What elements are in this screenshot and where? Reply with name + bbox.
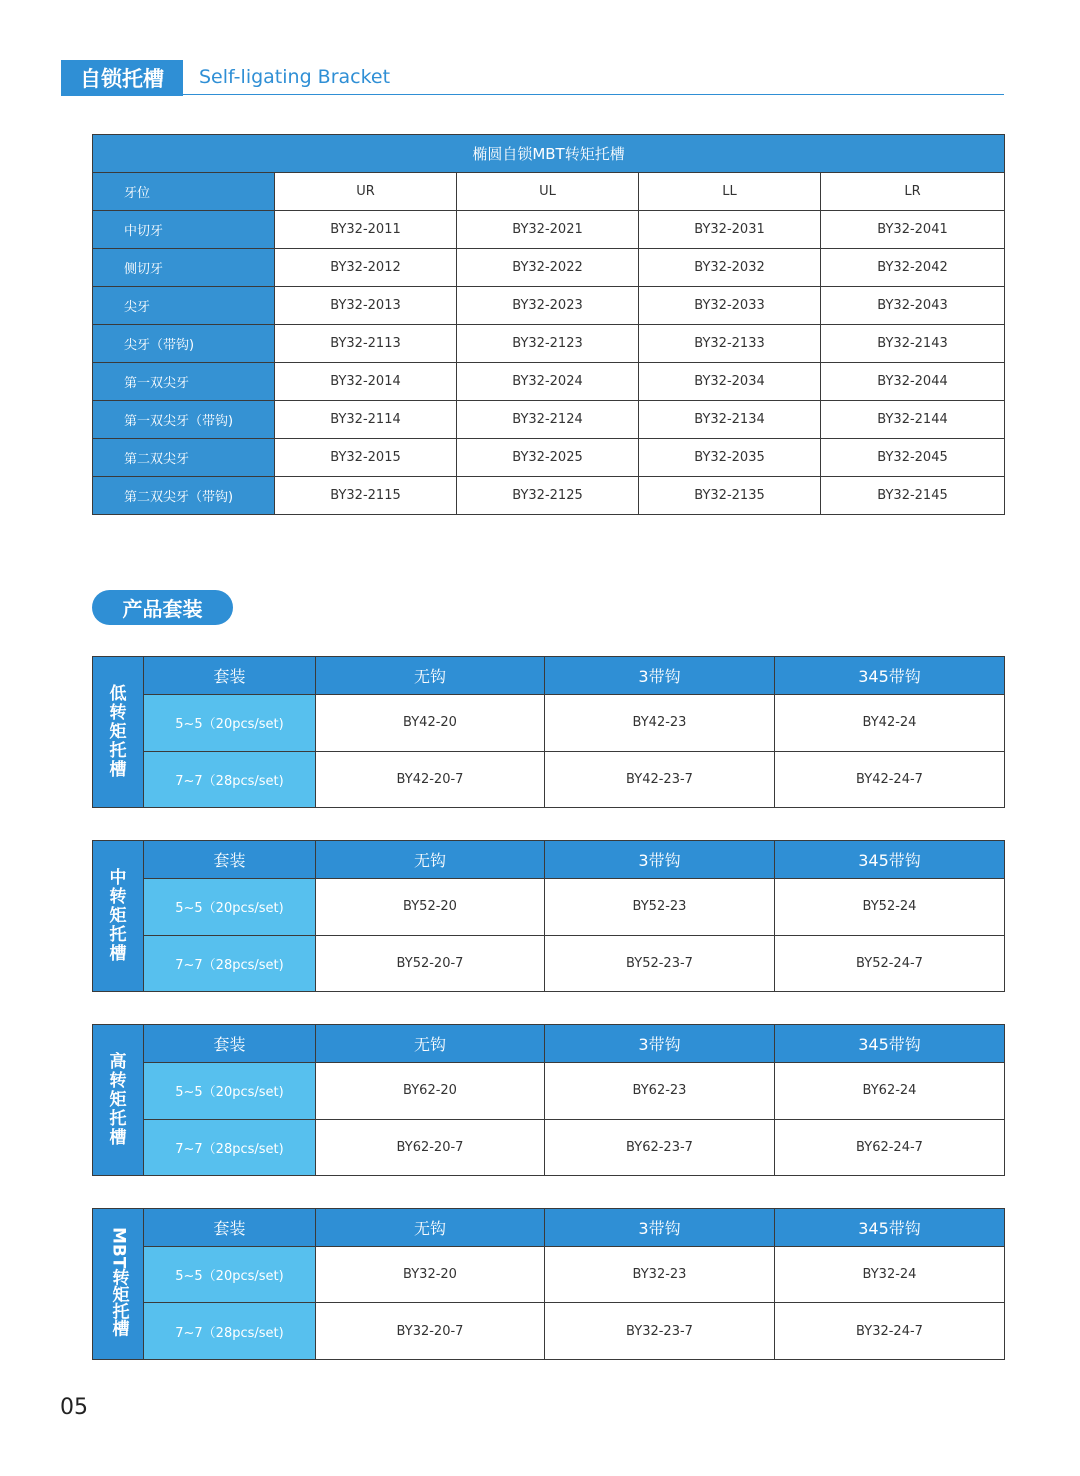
table-cell: BY32-2123 (457, 325, 639, 363)
table-cell: BY32-2135 (639, 477, 821, 515)
table-cell: BY32-2033 (639, 287, 821, 325)
set-table-low-torque (92, 656, 1004, 808)
set-row-label: 5~5（20pcs/set) (144, 1247, 316, 1303)
table-cell: BY32-2044 (821, 363, 1005, 401)
set-header: 3带钩 (545, 1025, 775, 1063)
header-title-cn: 自锁托槽 (61, 60, 183, 96)
table-cell: BY32-2125 (457, 477, 639, 515)
table-row (93, 477, 1005, 515)
table-cell: BY32-2025 (457, 439, 639, 477)
set-cell: BY62-24-7 (775, 1119, 1005, 1176)
page-header (61, 60, 1004, 97)
set-cell: BY52-23-7 (545, 935, 775, 992)
set-row-label: 5~5（20pcs/set) (144, 1063, 316, 1120)
set-side-label: 中转矩托槽 (93, 841, 144, 992)
table-cell: BY32-2034 (639, 363, 821, 401)
header-title-en: Self-ligating Bracket (199, 66, 391, 88)
set-header: 套装 (144, 1209, 316, 1247)
set-header: 无钩 (316, 657, 545, 695)
set-cell: BY42-24-7 (775, 751, 1005, 808)
table-title: 椭圆自锁MBT转矩托槽 (93, 135, 1005, 173)
row-label: 第二双尖牙 (93, 439, 275, 477)
set-cell: BY62-24 (775, 1063, 1005, 1120)
table-row (93, 249, 1005, 287)
table-cell: BY32-2022 (457, 249, 639, 287)
table-row (93, 439, 1005, 477)
row-label: 第二双尖牙（带钩) (93, 477, 275, 515)
set-table-high-torque (92, 1024, 1004, 1176)
row-label: 第一双尖牙（带钩) (93, 401, 275, 439)
set-header: 3带钩 (545, 1209, 775, 1247)
header-divider (183, 94, 1004, 95)
set-cell: BY62-23-7 (545, 1119, 775, 1176)
table-cell: BY32-2042 (821, 249, 1005, 287)
set-header: 无钩 (316, 841, 545, 879)
set-header: 3带钩 (545, 657, 775, 695)
set-side-label: 高转矩托槽 (93, 1025, 144, 1176)
set-cell: BY42-24 (775, 695, 1005, 752)
set-cell: BY32-23 (545, 1247, 775, 1303)
table-cell: BY32-2143 (821, 325, 1005, 363)
table-row (93, 211, 1005, 249)
table-cell: BY32-2014 (275, 363, 457, 401)
bracket-code-table (92, 134, 1005, 515)
set-table-mbt-torque (92, 1208, 1004, 1360)
table-cell: BY32-2113 (275, 325, 457, 363)
table-row (93, 363, 1005, 401)
set-cell: BY42-23-7 (545, 751, 775, 808)
column-header: UR (275, 173, 457, 211)
table-header-row (93, 173, 1005, 211)
set-row-label: 7~7（28pcs/set) (144, 1119, 316, 1176)
set-row-label: 5~5（20pcs/set) (144, 695, 316, 752)
set-cell: BY32-24-7 (775, 1303, 1005, 1360)
table-cell: BY32-2031 (639, 211, 821, 249)
column-header: LR (821, 173, 1005, 211)
set-header: 套装 (144, 657, 316, 695)
set-header: 345带钩 (775, 1025, 1005, 1063)
set-row-label: 7~7（28pcs/set) (144, 935, 316, 992)
set-cell: BY32-20-7 (316, 1303, 545, 1360)
set-cell: BY32-20 (316, 1247, 545, 1303)
table-title-row (93, 135, 1005, 173)
set-cell: BY42-20 (316, 695, 545, 752)
set-header: 套装 (144, 841, 316, 879)
set-side-label: 低转矩托槽 (93, 657, 144, 808)
set-cell: BY52-23 (545, 879, 775, 936)
set-cell: BY52-24-7 (775, 935, 1005, 992)
table-cell: BY32-2021 (457, 211, 639, 249)
table-cell: BY32-2114 (275, 401, 457, 439)
set-cell: BY32-23-7 (545, 1303, 775, 1360)
set-header: 345带钩 (775, 1209, 1005, 1247)
table-cell: BY32-2144 (821, 401, 1005, 439)
set-header: 345带钩 (775, 657, 1005, 695)
table-cell: BY32-2134 (639, 401, 821, 439)
table-cell: BY32-2043 (821, 287, 1005, 325)
table-row (93, 287, 1005, 325)
row-label: 第一双尖牙 (93, 363, 275, 401)
table-cell: BY32-2013 (275, 287, 457, 325)
table-row (93, 325, 1005, 363)
row-label: 中切牙 (93, 211, 275, 249)
table-cell: BY32-2024 (457, 363, 639, 401)
set-cell: BY42-20-7 (316, 751, 545, 808)
table-cell: BY32-2145 (821, 477, 1005, 515)
set-cell: BY42-23 (545, 695, 775, 752)
set-cell: BY62-20-7 (316, 1119, 545, 1176)
table-cell: BY32-2032 (639, 249, 821, 287)
column-header: UL (457, 173, 639, 211)
set-side-label: MBT转矩托槽 (93, 1209, 144, 1360)
table-cell: BY32-2023 (457, 287, 639, 325)
table-cell: BY32-2011 (275, 211, 457, 249)
row-label: 尖牙 (93, 287, 275, 325)
set-table-medium-torque (92, 840, 1004, 992)
section-title-pill: 产品套装 (92, 590, 233, 625)
set-row-label: 7~7（28pcs/set) (144, 751, 316, 808)
page-number: 05 (60, 1395, 88, 1420)
set-header: 无钩 (316, 1209, 545, 1247)
table-cell: BY32-2012 (275, 249, 457, 287)
table-cell: BY32-2035 (639, 439, 821, 477)
table-row (93, 401, 1005, 439)
table-cell: BY32-2115 (275, 477, 457, 515)
row-label: 侧切牙 (93, 249, 275, 287)
set-row-label: 7~7（28pcs/set) (144, 1303, 316, 1360)
table-cell: BY32-2015 (275, 439, 457, 477)
set-row-label: 5~5（20pcs/set) (144, 879, 316, 936)
set-header: 无钩 (316, 1025, 545, 1063)
table-cell: BY32-2041 (821, 211, 1005, 249)
table-cell: BY32-2124 (457, 401, 639, 439)
set-cell: BY52-24 (775, 879, 1005, 936)
set-cell: BY52-20 (316, 879, 545, 936)
set-cell: BY32-24 (775, 1247, 1005, 1303)
set-cell: BY62-23 (545, 1063, 775, 1120)
set-cell: BY52-20-7 (316, 935, 545, 992)
column-header: 牙位 (93, 173, 275, 211)
set-header: 3带钩 (545, 841, 775, 879)
row-label: 尖牙（带钩) (93, 325, 275, 363)
set-header: 套装 (144, 1025, 316, 1063)
set-header: 345带钩 (775, 841, 1005, 879)
table-cell: BY32-2045 (821, 439, 1005, 477)
column-header: LL (639, 173, 821, 211)
set-cell: BY62-20 (316, 1063, 545, 1120)
table-cell: BY32-2133 (639, 325, 821, 363)
